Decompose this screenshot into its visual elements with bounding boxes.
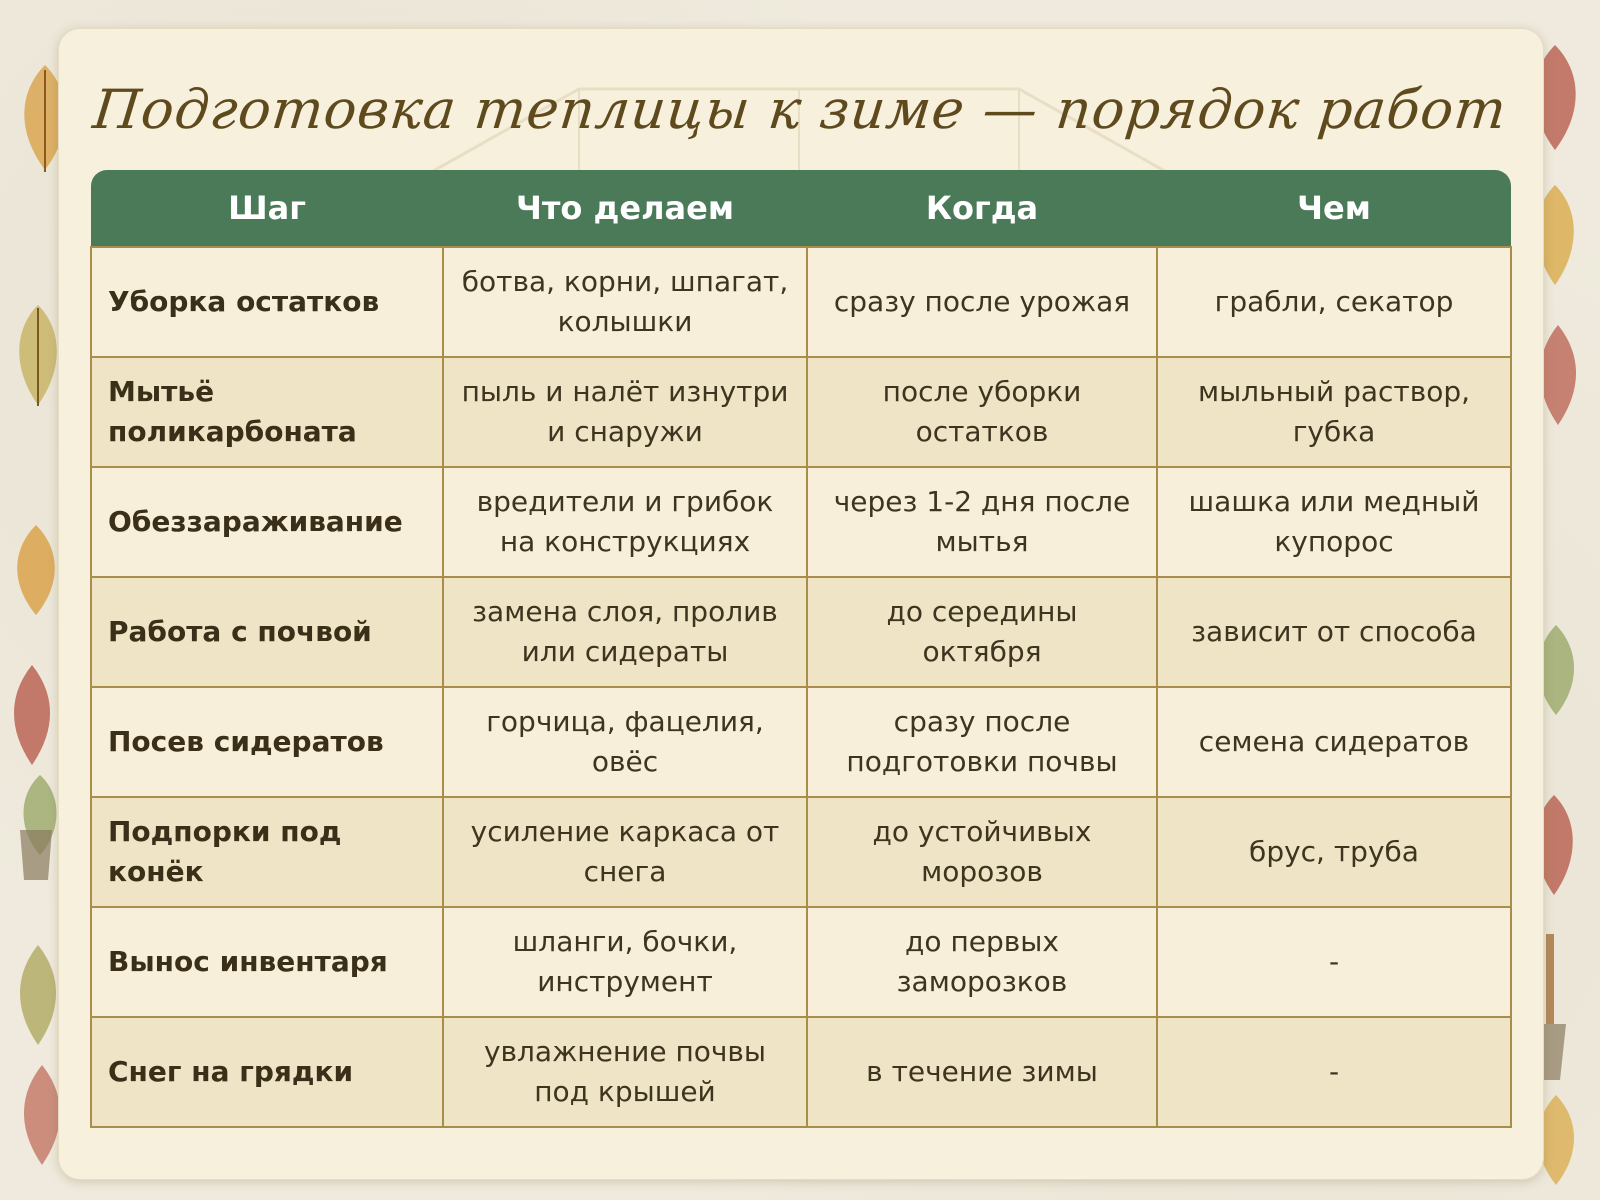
cell-with: мыльный раствор, губка [1157, 357, 1511, 467]
cell-what: горчица, фацелия, овёс [443, 687, 807, 797]
cell-when: через 1-2 дня после мытья [807, 467, 1157, 577]
table-header-row [91, 170, 1511, 247]
cell-step: Уборка остатков [91, 247, 443, 357]
cell-with: грабли, секатор [1157, 247, 1511, 357]
cell-when: до середины октября [807, 577, 1157, 687]
header-what: Что делаем [443, 170, 807, 247]
cell-what: пыль и налёт изнутри и снаружи [443, 357, 807, 467]
table-row [91, 577, 1511, 687]
table-row [91, 247, 1511, 357]
header-when: Когда [807, 170, 1157, 247]
cell-what: замена слоя, пролив или сидераты [443, 577, 807, 687]
page-title: Подготовка теплицы к зиме — порядок работ [90, 78, 1510, 141]
cell-with: - [1157, 907, 1511, 1017]
work-order-table-container [90, 170, 1510, 1128]
cell-what: шланги, бочки, инструмент [443, 907, 807, 1017]
garden-shovel-icon [14, 820, 58, 900]
cell-what: ботва, корни, шпагат, колышки [443, 247, 807, 357]
cell-when: сразу после подготовки почвы [807, 687, 1157, 797]
cell-with: зависит от способа [1157, 577, 1511, 687]
cell-step: Работа с почвой [91, 577, 443, 687]
cell-with: - [1157, 1017, 1511, 1127]
cell-when: в течение зимы [807, 1017, 1157, 1127]
cell-what: усиление каркаса от снега [443, 797, 807, 907]
table-row [91, 687, 1511, 797]
cell-step: Подпорки под конёк [91, 797, 443, 907]
cell-with: семена сидератов [1157, 687, 1511, 797]
cell-with: брус, труба [1157, 797, 1511, 907]
table-row [91, 467, 1511, 577]
cell-when: до первых заморозков [807, 907, 1157, 1017]
table-row [91, 357, 1511, 467]
cell-what: вредители и грибок на конструкциях [443, 467, 807, 577]
autumn-leaf-icon [4, 660, 60, 770]
cell-what: увлажнение почвы под крышей [443, 1017, 807, 1127]
cell-step: Обеззараживание [91, 467, 443, 577]
cell-step: Посев сидератов [91, 687, 443, 797]
header-step: Шаг [91, 170, 443, 247]
cell-when: до устойчивых морозов [807, 797, 1157, 907]
cell-step: Снег на грядки [91, 1017, 443, 1127]
cell-when: после уборки остатков [807, 357, 1157, 467]
table-row [91, 797, 1511, 907]
autumn-leaf-icon [6, 520, 66, 620]
table-row [91, 1017, 1511, 1127]
cell-when: сразу после урожая [807, 247, 1157, 357]
cell-step: Вынос инвентаря [91, 907, 443, 1017]
cell-step: Мытьё поликарбоната [91, 357, 443, 467]
work-order-table [90, 170, 1512, 1128]
header-with: Чем [1157, 170, 1511, 247]
cell-with: шашка или медный купорос [1157, 467, 1511, 577]
table-row [91, 907, 1511, 1017]
